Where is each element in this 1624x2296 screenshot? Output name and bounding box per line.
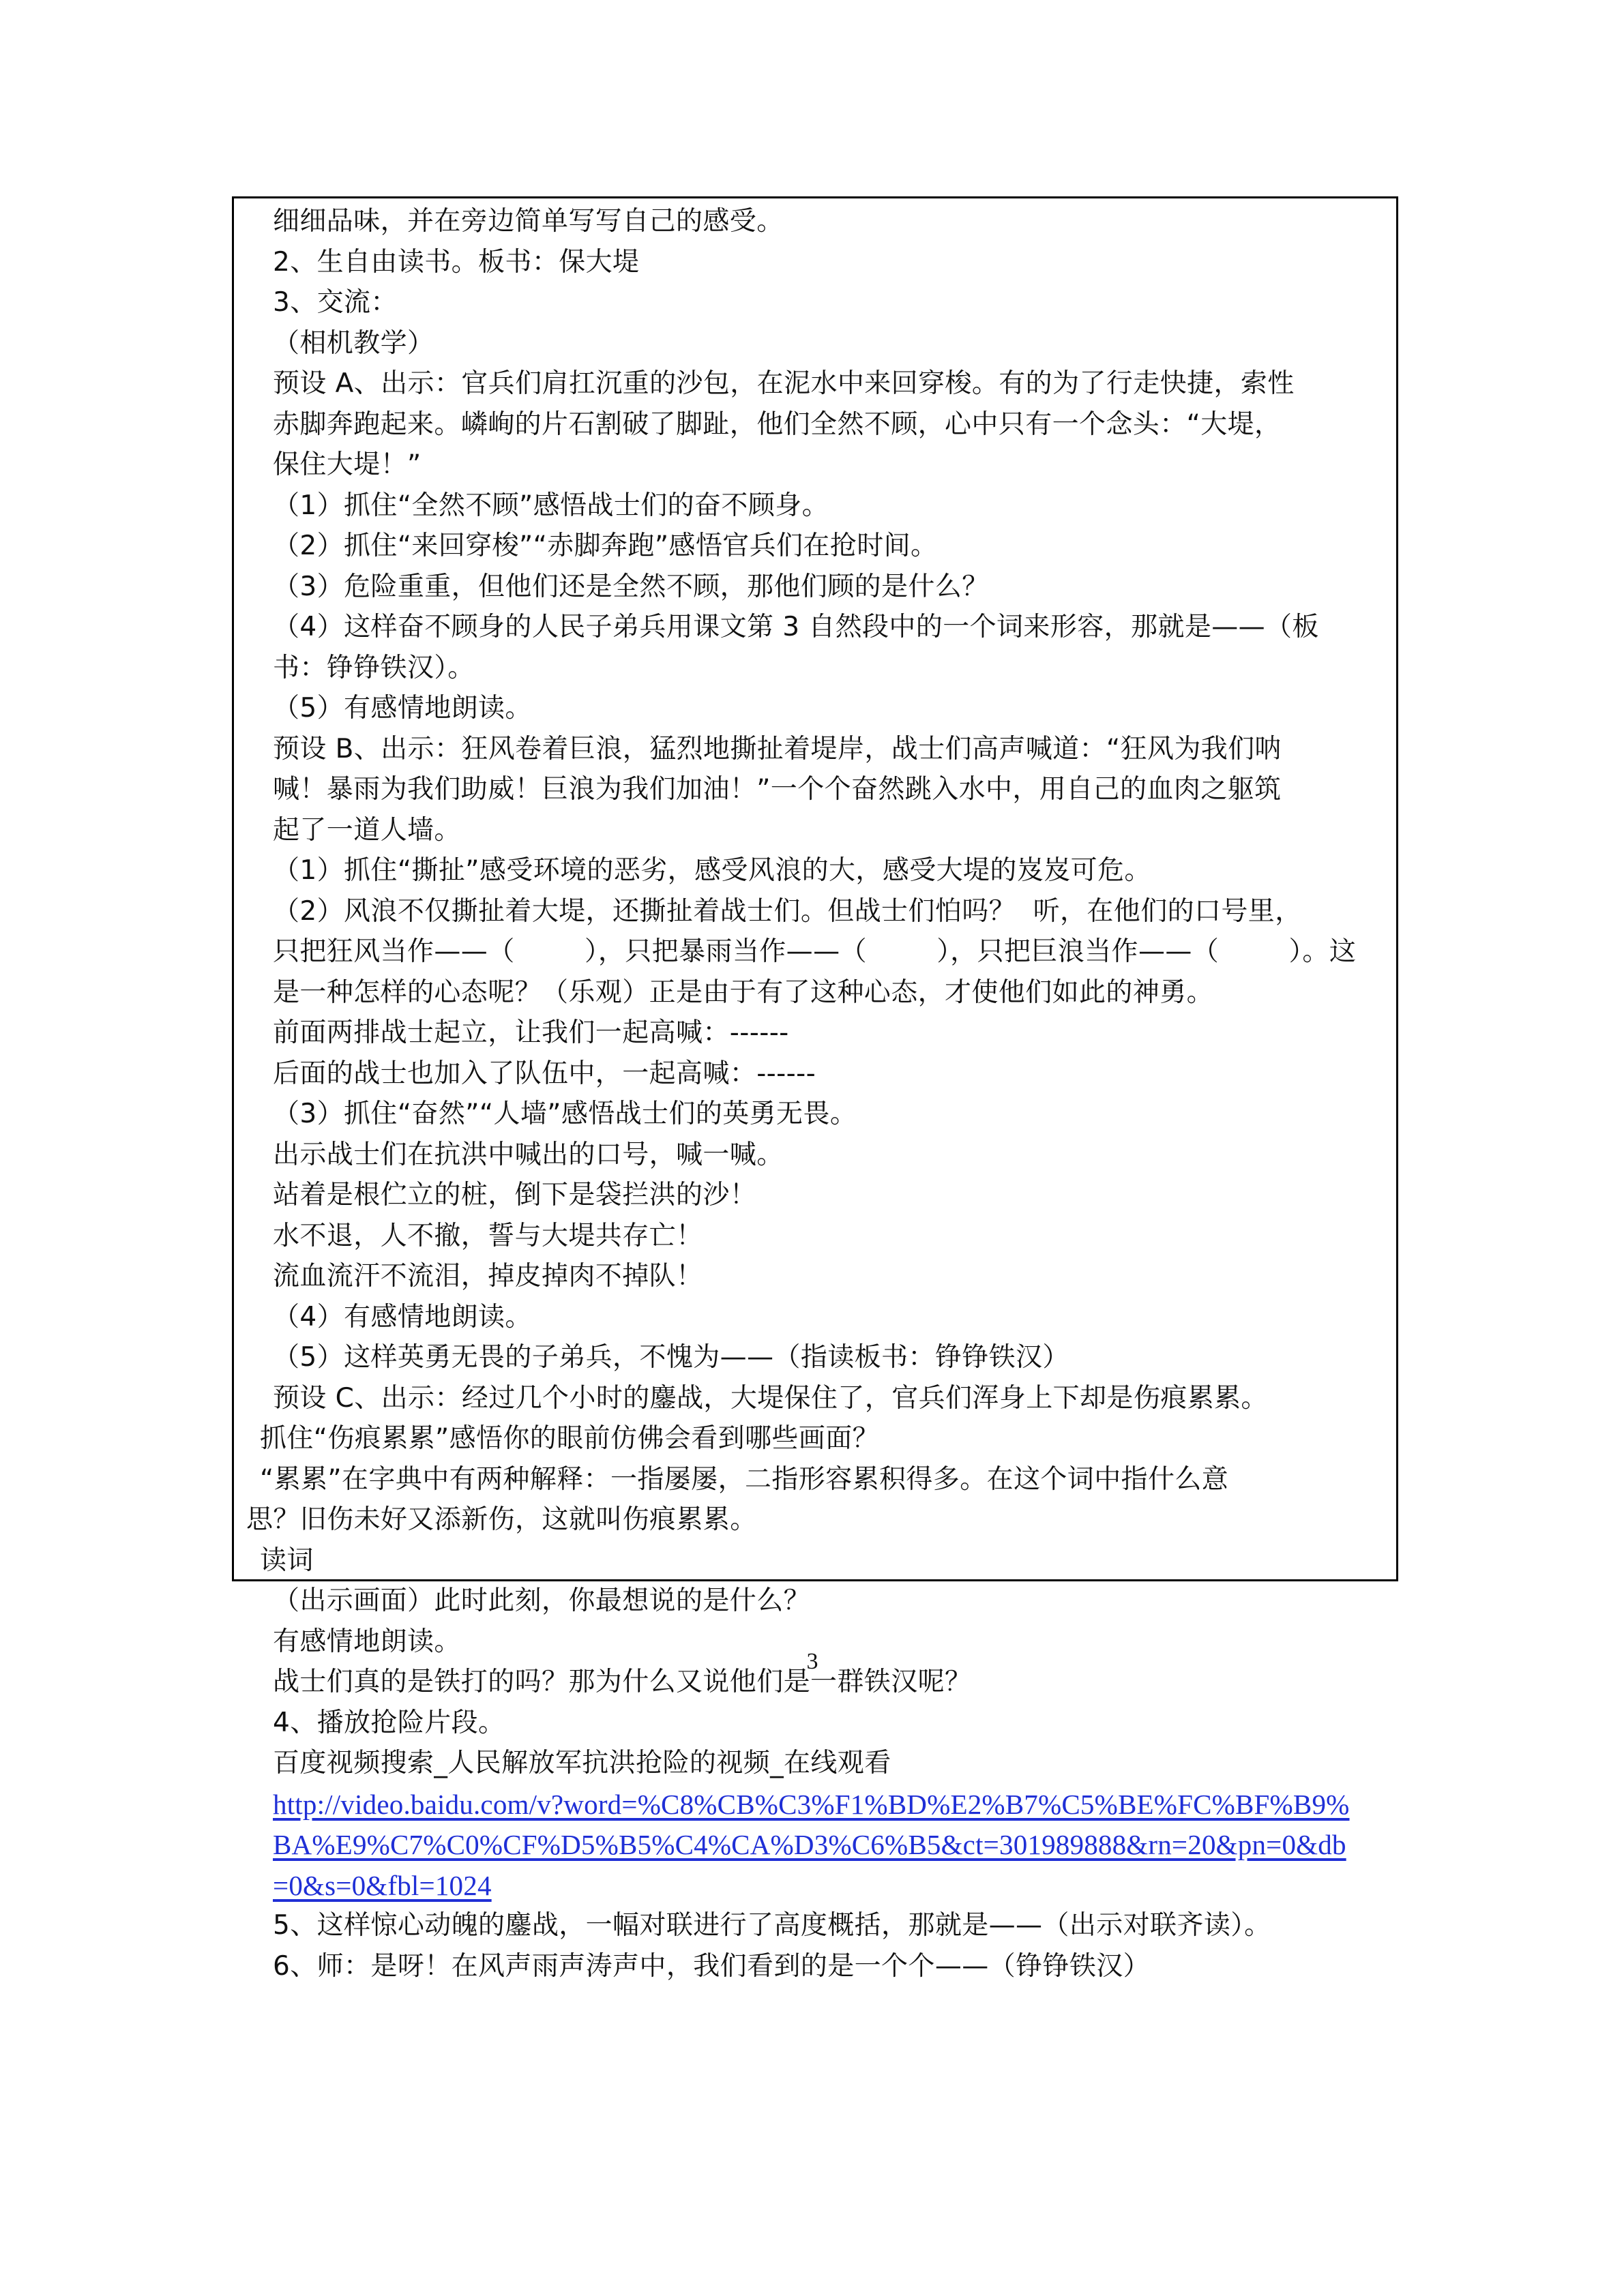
text-line: 书：铮铮铁汉）。 xyxy=(273,652,475,683)
text-line: 前面两排战士起立，让我们一起高喊：------ xyxy=(273,1017,789,1048)
text-line: 细细品味，并在旁边简单写写自己的感受。 xyxy=(273,206,784,237)
text-line: 百度视频搜索_人民解放军抗洪抢险的视频_在线观看 xyxy=(273,1748,891,1778)
document-table-cell xyxy=(232,196,1398,1982)
text-line: 站着是根伫立的桩，倒下是袋拦洪的沙！ xyxy=(273,1180,757,1210)
link-line xyxy=(273,1824,1346,1865)
text-line: 预设 A、出示：官兵们肩扛沉重的沙包，在泥水中来回穿梭。有的为了行走快捷，索性 xyxy=(273,368,1295,399)
text-line: （相机教学） xyxy=(273,327,434,359)
text-line: 出示战士们在抗洪中喊出的口号，喊一喊。 xyxy=(273,1139,784,1170)
text-line: 有感情地朗读。 xyxy=(273,1626,461,1657)
video-link[interactable]: BA%E9%C7%C0%CF%D5%B5%C4%CA%D3%C6%B5&ct=301989888&rn=20&pn=0&db xyxy=(273,1829,1346,1860)
text-line: 只把狂风当作——（ ），只把暴雨当作——（ ），只把巨浪当作——（ ）。这 xyxy=(273,936,1357,967)
text-line: 6、师：是呀！在风声雨声涛声中，我们看到的是一个个——（铮铮铁汉） xyxy=(273,1950,1151,1982)
video-link[interactable]: http://video.baidu.com/v?word=%C8%CB%C3%F1%BD%E2%B7%C5%BE%FC%BF%B9% xyxy=(273,1788,1350,1820)
text-line: 喊！暴雨为我们助威！巨浪为我们加油！”一个个奋然跳入水中，用自己的血肉之躯筑 xyxy=(273,774,1282,805)
text-line: 保住大堤！” xyxy=(273,449,422,480)
text-line: 战士们真的是铁打的吗？那为什么又说他们是一群铁汉呢？ xyxy=(273,1667,972,1697)
text-line: 5、这样惊心动魄的鏖战，一幅对联进行了高度概括，那就是——（出示对联齐读）。 xyxy=(273,1910,1271,1941)
text-line: （出示画面）此时此刻，你最想说的是什么？ xyxy=(273,1585,811,1616)
text-line: 是一种怎样的心态呢？（乐观）正是由于有了这种心态，才使他们如此的神勇。 xyxy=(273,976,1214,1008)
text-line: 后面的战士也加入了队伍中，一起高喊：------ xyxy=(273,1058,816,1089)
text-line: （4）这样奋不顾身的人民子弟兵用课文第 3 自然段中的一个词来形容，那就是——（板 xyxy=(273,612,1319,642)
lesson-content xyxy=(234,198,1396,1982)
text-line: 4、播放抢险片段。 xyxy=(273,1707,505,1738)
text-line: （1）抓住“全然不顾”感悟战士们的奋不顾身。 xyxy=(273,490,829,521)
text-line: 抓住“伤痕累累”感悟你的眼前仿佛会看到哪些画面？ xyxy=(260,1423,880,1454)
video-link[interactable]: =0&s=0&fbl=1024 xyxy=(273,1869,492,1901)
text-line: 思？旧伤未好又添新伤，这就叫伤痕累累。 xyxy=(246,1504,757,1535)
text-line: （2）抓住“来回穿梭”“赤脚奔跑”感悟官兵们在抢时间。 xyxy=(273,531,938,561)
text-line: “累累”在字典中有两种解释：一指屡屡，二指形容累积得多。在这个词中指什么意 xyxy=(260,1463,1229,1495)
text-line: 读词 xyxy=(260,1545,314,1576)
text-line: 起了一道人墙。 xyxy=(273,814,461,846)
text-line: 预设 C、出示：经过几个小时的鏖战，大堤保住了，官兵们浑身上下却是伤痕累累。 xyxy=(273,1382,1268,1414)
text-line: 水不退，人不撤，誓与大堤共存亡！ xyxy=(273,1220,703,1251)
text-line: （5）有感情地朗读。 xyxy=(273,693,532,724)
text-line: （4）有感情地朗读。 xyxy=(273,1301,532,1332)
text-line: （3）抓住“奋然”“人墙”感悟战士们的英勇无畏。 xyxy=(273,1099,857,1129)
page-number: 3 xyxy=(806,1649,818,1674)
text-line: 赤脚奔跑起来。嶙峋的片石割破了脚趾，他们全然不顾，心中只有一个念头：“大堤， xyxy=(273,408,1282,440)
text-line: （2）风浪不仅撕扯着大堤，还撕扯着战士们。但战士们怕吗？ 听，在他们的口号里， xyxy=(273,895,1302,927)
text-line: 预设 B、出示：狂风卷着巨浪，猛烈地撕扯着堤岸，战士们高声喊道：“狂风为我们呐 xyxy=(273,733,1282,764)
text-line: （1）抓住“撕扯”感受环境的恶劣，感受风浪的大，感受大堤的岌岌可危。 xyxy=(273,855,1151,886)
text-line: （5）这样英勇无畏的子弟兵，不愧为——（指读板书：铮铮铁汉） xyxy=(273,1342,1069,1373)
link-line xyxy=(273,1784,1350,1825)
text-line: 流血流汗不流泪，掉皮掉肉不掉队！ xyxy=(273,1261,703,1292)
text-line: （3）危险重重，但他们还是全然不顾，那他们顾的是什么？ xyxy=(273,571,989,602)
text-line: 2、生自由读书。板书：保大堤 xyxy=(273,246,640,278)
text-line: 3、交流： xyxy=(273,287,398,318)
link-line xyxy=(273,1865,492,1906)
